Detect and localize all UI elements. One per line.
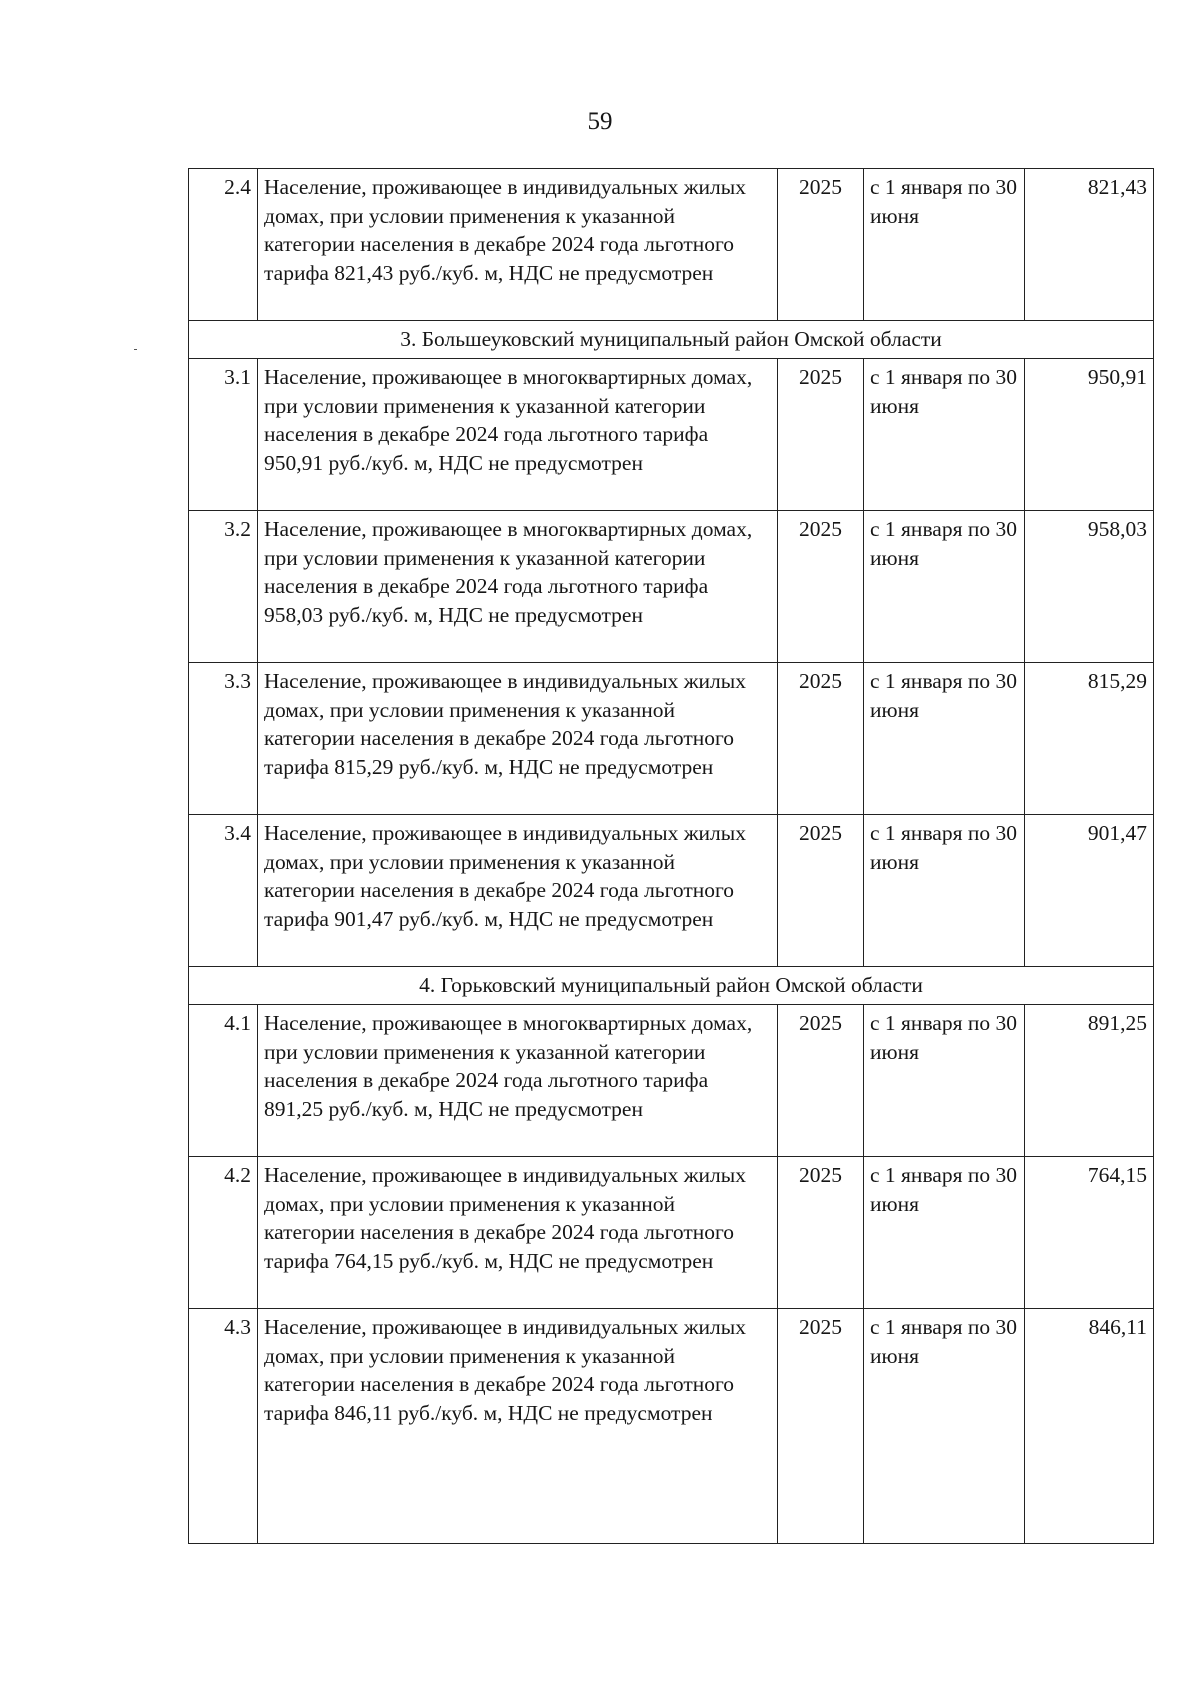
row-number: 4.3 xyxy=(189,1309,258,1544)
row-number: 4.2 xyxy=(189,1157,258,1309)
page-number: 59 xyxy=(587,108,613,135)
row-number: 3.4 xyxy=(189,815,258,967)
row-description: Население, проживающее в индивидуальных жилых домах, при условии применения к указанной категории населения в декабре 2024 года льготного тарифа 821,43 руб./куб. м, НДС не предусмотрен xyxy=(258,169,778,321)
table-row xyxy=(189,359,1154,511)
row-tariff-value: 901,47 xyxy=(1025,815,1154,967)
row-description: Население, проживающее в многоквартирных домах, при условии применения к указанной категории населения в декабре 2024 года льготного тарифа 958,03 руб./куб. м, НДС не предусмотрен xyxy=(258,511,778,663)
table-row xyxy=(189,663,1154,815)
row-period: с 1 января по 30 июня xyxy=(864,511,1025,663)
row-year: 2025 xyxy=(778,663,864,815)
row-period: с 1 января по 30 июня xyxy=(864,359,1025,511)
section-row xyxy=(189,321,1154,359)
row-year: 2025 xyxy=(778,815,864,967)
section-row xyxy=(189,967,1154,1005)
row-year: 2025 xyxy=(778,1309,864,1544)
row-tariff-value: 891,25 xyxy=(1025,1005,1154,1157)
row-period: с 1 января по 30 июня xyxy=(864,169,1025,321)
table-row xyxy=(189,1309,1154,1544)
tariff-table-body xyxy=(189,169,1154,1544)
row-tariff-value: 958,03 xyxy=(1025,511,1154,663)
row-number: 3.1 xyxy=(189,359,258,511)
row-tariff-value: 821,43 xyxy=(1025,169,1154,321)
row-year: 2025 xyxy=(778,359,864,511)
row-period: с 1 января по 30 июня xyxy=(864,1005,1025,1157)
row-description: Население, проживающее в индивидуальных жилых домах, при условии применения к указанной категории населения в декабре 2024 года льготного тарифа 901,47 руб./куб. м, НДС не предусмотрен xyxy=(258,815,778,967)
row-description: Население, проживающее в многоквартирных домах, при условии применения к указанной категории населения в декабре 2024 года льготного тарифа 891,25 руб./куб. м, НДС не предусмотрен xyxy=(258,1005,778,1157)
table-row xyxy=(189,1005,1154,1157)
row-year: 2025 xyxy=(778,511,864,663)
section-title: 4. Горьковский муниципальный район Омской области xyxy=(189,967,1154,1005)
table-row xyxy=(189,815,1154,967)
row-description: Население, проживающее в многоквартирных домах, при условии применения к указанной категории населения в декабре 2024 года льготного тарифа 950,91 руб./куб. м, НДС не предусмотрен xyxy=(258,359,778,511)
row-period: с 1 января по 30 июня xyxy=(864,1309,1025,1544)
row-period: с 1 января по 30 июня xyxy=(864,663,1025,815)
table-row xyxy=(189,511,1154,663)
row-year: 2025 xyxy=(778,169,864,321)
table-row xyxy=(189,1157,1154,1309)
row-tariff-value: 815,29 xyxy=(1025,663,1154,815)
row-description: Население, проживающее в индивидуальных жилых домах, при условии применения к указанной категории населения в декабре 2024 года льготного тарифа 764,15 руб./куб. м, НДС не предусмотрен xyxy=(258,1157,778,1309)
row-year: 2025 xyxy=(778,1005,864,1157)
margin-mark xyxy=(134,349,137,350)
table-row xyxy=(189,169,1154,321)
row-description: Население, проживающее в индивидуальных жилых домах, при условии применения к указанной категории населения в декабре 2024 года льготного тарифа 815,29 руб./куб. м, НДС не предусмотрен xyxy=(258,663,778,815)
row-period: с 1 января по 30 июня xyxy=(864,1157,1025,1309)
row-number: 3.2 xyxy=(189,511,258,663)
row-tariff-value: 846,11 xyxy=(1025,1309,1154,1544)
row-number: 3.3 xyxy=(189,663,258,815)
row-number: 4.1 xyxy=(189,1005,258,1157)
row-year: 2025 xyxy=(778,1157,864,1309)
row-tariff-value: 950,91 xyxy=(1025,359,1154,511)
row-number: 2.4 xyxy=(189,169,258,321)
tariff-table xyxy=(188,168,1154,1544)
row-tariff-value: 764,15 xyxy=(1025,1157,1154,1309)
row-period: с 1 января по 30 июня xyxy=(864,815,1025,967)
row-description: Население, проживающее в индивидуальных жилых домах, при условии применения к указанной категории населения в декабре 2024 года льготного тарифа 846,11 руб./куб. м, НДС не предусмотрен xyxy=(258,1309,778,1544)
section-title: 3. Большеуковский муниципальный район Омской области xyxy=(189,321,1154,359)
